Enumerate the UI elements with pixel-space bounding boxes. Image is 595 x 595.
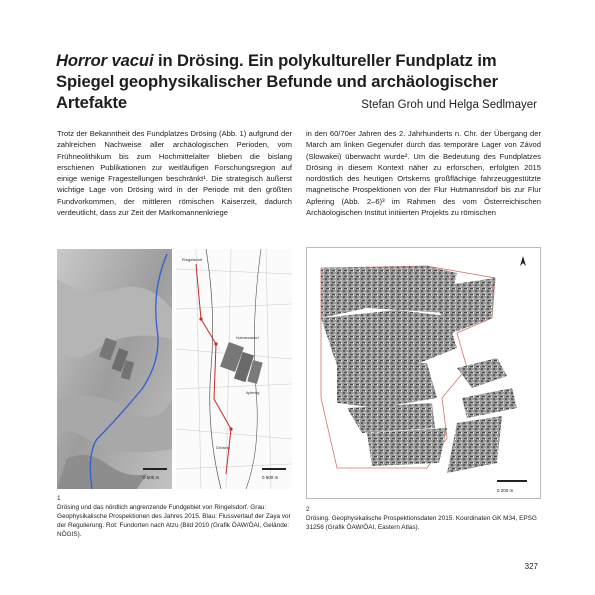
topo-map-svg: [176, 249, 292, 489]
survey-area-central: [321, 310, 457, 368]
authors: Stefan Groh und Helga Sedlmayer: [361, 99, 537, 111]
figure-2-caption-text: Drösing. Geophysikalische Prospektionsdaten 2015. Koordinaten GK M34, EPSG 31256 (Grafik ÖAW/ÖAI, Eastern Atlas).: [306, 515, 537, 532]
figure-1-topo-map: [176, 249, 292, 489]
survey-area-south-1: [337, 363, 437, 408]
map-label-droesing: Drösing: [216, 445, 230, 450]
figure-2-number: 2: [306, 506, 310, 513]
figure-2-caption: [306, 505, 539, 532]
figure-1-relief-map: [57, 249, 172, 489]
page-number: 327: [524, 562, 538, 571]
body-column-right: in den 60/70er Jahren des 2. Jahrhunderts n. Chr. der Übergang der March am linken Gegenufer durch das temporäre Lager von Závod (Slowakei) überwacht wurde². Um die Bedeutung des Fundplatzes Drösing in diesem Kontext näher zu erforschen, erfolgten 2015 nordöstlich des heutigen Ortskerns großflächige fahrzeuggestützte magnetische Prospektionen von der Flur Hutmannsdorf bis zur Flur Apfering (Abb. 2–6)³ im Rahmen des vom Österreichischen Archäologischen Institut initiierten Projekts zu römischen: [306, 129, 541, 218]
figure-1-caption: [57, 494, 295, 539]
map-label-ringelsdorf: Ringelsdorf: [182, 257, 203, 262]
relief-map-svg: [57, 249, 172, 489]
figure-1-caption-text: Drösing und das nördlich angrenzende Fundgebiet von Ringelsdorf. Grau: Geophysikalische Prospektionen des Jahres 2015. Blau: Flussverlauf der Zaya vor der Regulierung. Rot: Fundorten nach Atzu (Bild 2010 (Grafik ÖAW/ÖAI, Gelände: NÖGIS).: [57, 504, 291, 539]
survey-area-strip-3: [447, 416, 502, 473]
survey-area-south-2: [347, 403, 435, 433]
geophysics-svg: [307, 248, 540, 498]
north-arrow-icon: [520, 256, 526, 266]
scale-left: 0 500 m: [143, 475, 160, 480]
title-italic: Horror vacui: [56, 51, 154, 70]
map-label-hutmannsdorf: Hutmannsdorf: [236, 336, 259, 340]
body-column-left: Trotz der Bekanntheit des Fundplatzes Drösing (Abb. 1) aufgrund der zahlreichen Nachweise aller archäologischen Perioden, vom Frühneolithikum bis zum Hochmittelalter blieben die bislang erschienen Publikationen zur weitläufigen Forschungsregion auf einige wenige Fragestellungen beschränkt¹. Die strategisch äußerst wichtige Lage von Drösing wird in der Periode mit den größten Fundvorkommen, der mittleren römischen Kaiserzeit, dadurch verdeutlicht, dass zur Zeit der Markomannenkriege: [57, 129, 292, 218]
survey-area-strip-1: [457, 358, 507, 388]
figure-1-number: 1: [57, 495, 61, 502]
figure-2-geophysics: [306, 247, 541, 499]
title-rest: in Drösing. Ein polykultureller Fundplatz im Spiegel geophysikalischer Befunde und archäologischer Artefakte: [56, 51, 498, 112]
map-label-apfering: Apfering: [246, 391, 260, 395]
scale-fig2: 0 200 m: [497, 488, 514, 493]
survey-area-strip-2: [462, 388, 517, 418]
survey-area-south-3: [367, 428, 447, 466]
scale-right: 0 500 m: [262, 475, 279, 480]
